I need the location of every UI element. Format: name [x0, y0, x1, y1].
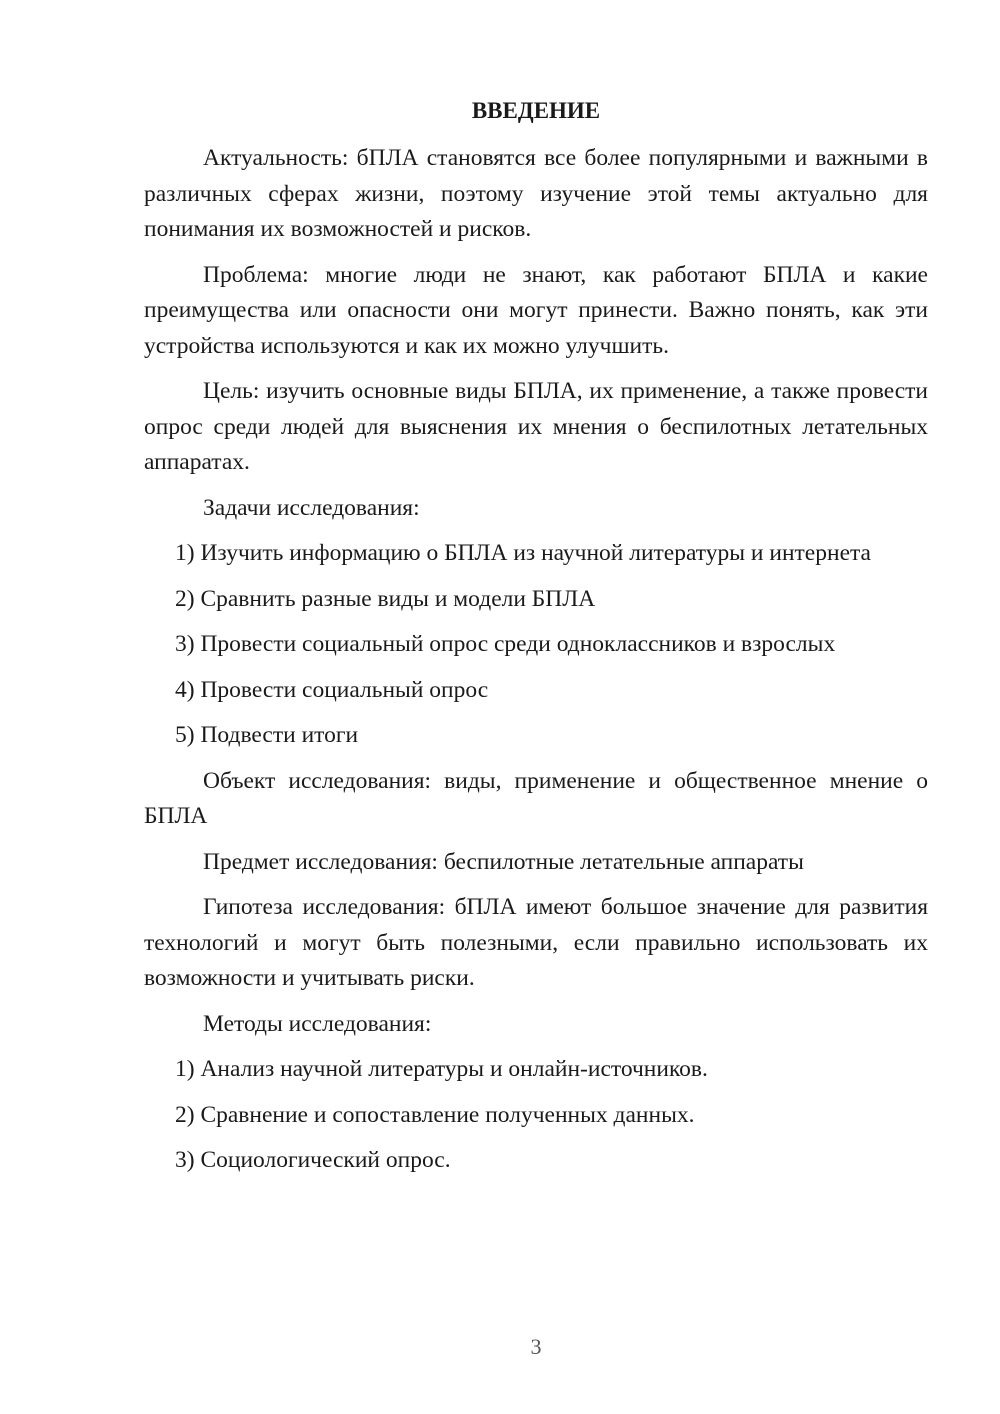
list-item: 2) Сравнить разные виды и модели БПЛА — [175, 585, 596, 612]
goal-paragraph: Цель: изучить основные виды БПЛА, их применение, а также провести опрос среди людей для выяснения их мнения о беспилотных летательных аппаратах. — [144, 378, 928, 475]
methods-list — [144, 1052, 928, 1179]
list-item: 2) Сравнение и сопоставление полученных данных. — [175, 1101, 695, 1128]
hypothesis-paragraph: Гипотеза исследования: бПЛА имеют большое значение для развития технологий и могут быть полезными, если правильно использовать их возможности и учитывать риски. — [144, 894, 928, 991]
list-item: 4) Провести социальный опрос — [175, 676, 489, 703]
list-item: 1) Изучить информацию о БПЛА из научной литературы и интернета — [175, 540, 871, 566]
page-number: 3 — [530, 1334, 542, 1359]
problem-paragraph: Проблема: многие люди не знают, как работают БПЛА и какие преимущества или опасности они могут принести. Важно понять, как эти устройства используются и как их можно улучшить. — [144, 261, 928, 359]
list-item: 5) Подвести итоги — [175, 722, 359, 748]
tasks-list — [144, 536, 928, 754]
body-text — [144, 141, 928, 1189]
list-item: 1) Анализ научной литературы и онлайн-источников. — [175, 1056, 708, 1082]
methods-heading: Методы исследования: — [203, 1010, 432, 1037]
list-item: 3) Провести социальный опрос среди одноклассников и взрослых — [175, 631, 836, 657]
relevance-paragraph: Актуальность: бПЛА становятся все более популярными и важными в различных сферах жизни, поэтому изучение этой темы актуально для понимания их возможностей и рисков. — [144, 145, 928, 242]
list-item: 3) Социологический опрос. — [175, 1147, 451, 1173]
section-title: ВВЕДЕНИЕ — [471, 98, 601, 123]
object-paragraph: Объект исследования: виды, применение и общественное мнение о БПЛА — [144, 767, 928, 829]
subject-paragraph: Предмет исследования: беспилотные летательные аппараты — [203, 848, 804, 875]
tasks-heading: Задачи исследования: — [203, 494, 420, 521]
